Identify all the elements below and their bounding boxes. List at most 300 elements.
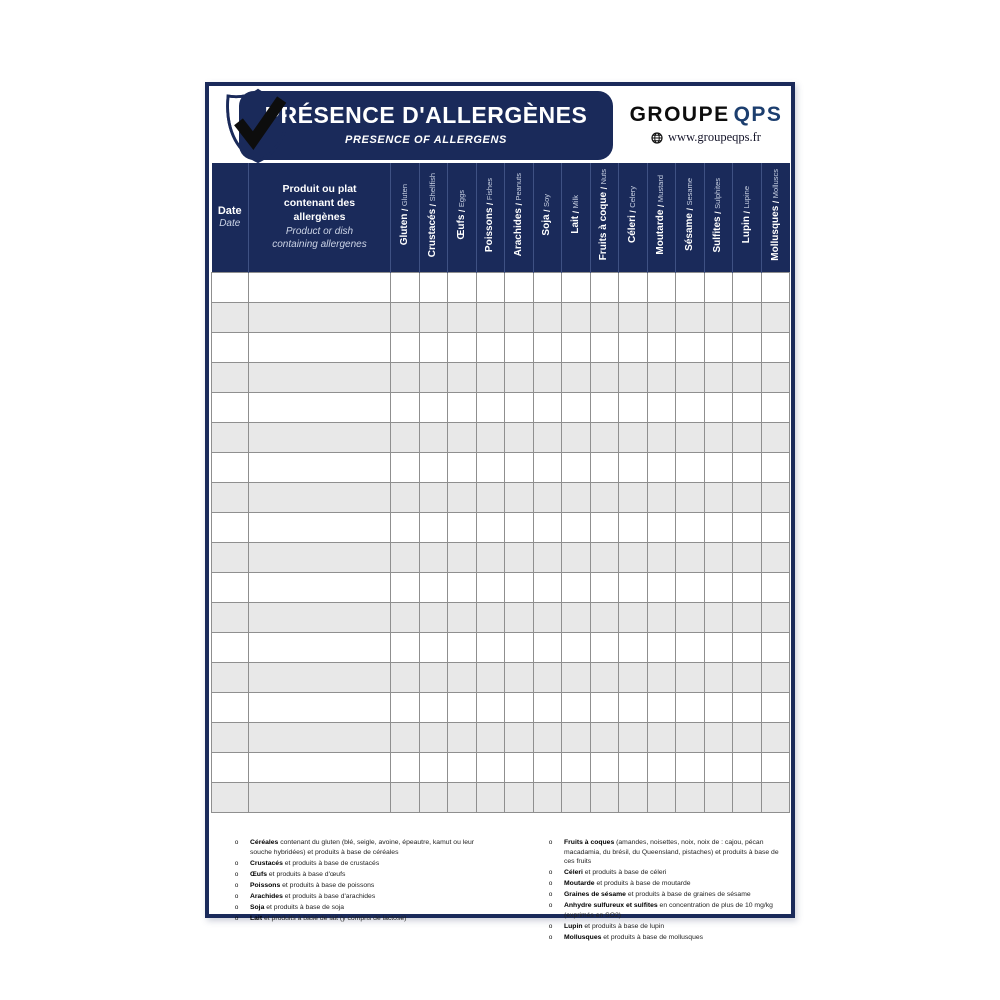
allergen-cell: [676, 782, 705, 812]
allergen-cell: [619, 722, 648, 752]
allergen-cell: [704, 542, 733, 572]
allergen-cell: [505, 482, 534, 512]
allergen-cell: [448, 362, 477, 392]
allergen-cell: [704, 632, 733, 662]
footnote-text: Moutarde et produits à base de moutarde: [564, 880, 691, 887]
empty-table-row: [212, 392, 790, 422]
footnote-bullet: o: [548, 891, 553, 898]
allergen-column-header: [533, 163, 562, 272]
footnote-item: [232, 903, 496, 913]
allergen-cell: [533, 362, 562, 392]
allergen-cell: [505, 452, 534, 482]
footnote-bullet: o: [234, 870, 239, 878]
allergen-column-header: [676, 163, 705, 272]
footnote-bullet: o: [548, 839, 553, 846]
allergen-cell: [647, 752, 676, 782]
footnote-text: Anhydre sulfureux et sulfites en concentration de plus de 10 mg/kg (exprimés en SO2): [564, 902, 773, 919]
allergen-cell: [505, 512, 534, 542]
allergen-cell: [676, 302, 705, 332]
brand-block: [624, 103, 788, 145]
allergen-cell: [647, 632, 676, 662]
allergen-cell: [448, 632, 477, 662]
date-header-en: Date: [219, 218, 241, 230]
allergen-cell: [590, 512, 619, 542]
footnote-item: [232, 914, 496, 924]
allergen-cell: [391, 332, 420, 362]
allergen-cell: [562, 752, 591, 782]
page-title: PRÉSENCE D'ALLERGÈNES: [264, 102, 588, 128]
allergen-cell: [476, 722, 505, 752]
allergen-cell: [619, 302, 648, 332]
allergen-cell: [704, 362, 733, 392]
allergen-column-header: [562, 163, 591, 272]
allergen-cell: [590, 272, 619, 302]
allergen-cell: [533, 632, 562, 662]
allergen-cell: [704, 662, 733, 692]
allergen-cell: [676, 722, 705, 752]
allergen-cell: [448, 272, 477, 302]
allergen-cell: [562, 572, 591, 602]
allergen-cell: [590, 572, 619, 602]
allergen-cell: [733, 452, 762, 482]
allergen-cell: [391, 662, 420, 692]
allergen-cell: [676, 662, 705, 692]
allergen-cell: [533, 692, 562, 722]
allergen-cell: [590, 782, 619, 812]
allergen-cell: [562, 722, 591, 752]
allergen-cell: [647, 662, 676, 692]
allergen-cell: [476, 302, 505, 332]
footnote-item: [546, 901, 786, 920]
allergen-cell: [733, 302, 762, 332]
allergen-column-label: Lait / Milk: [569, 195, 581, 235]
product-cell: [249, 362, 391, 392]
table-header-row: [212, 163, 790, 272]
footnote-bullet: o: [234, 839, 239, 846]
allergen-cell: [647, 362, 676, 392]
allergen-cell: [704, 782, 733, 812]
allergen-cell: [419, 572, 448, 602]
allergen-cell: [533, 332, 562, 362]
date-header-fr: Date: [217, 205, 242, 218]
footnote-bullet: o: [234, 892, 239, 900]
allergen-cell: [761, 482, 790, 512]
allergen-cell: [619, 632, 648, 662]
allergen-cell: [619, 602, 648, 632]
brand-name: [624, 103, 788, 127]
footnote-item: [546, 868, 786, 878]
allergen-cell: [562, 602, 591, 632]
allergen-cell: [619, 452, 648, 482]
allergen-cell: [761, 542, 790, 572]
globe-icon: [651, 132, 663, 144]
date-cell: [212, 782, 249, 812]
footnotes-right-list: [546, 838, 786, 944]
allergen-cell: [448, 722, 477, 752]
allergen-cell: [419, 392, 448, 422]
empty-table-row: [212, 602, 790, 632]
allergen-cell: [761, 632, 790, 662]
date-cell: [212, 512, 249, 542]
allergen-cell: [761, 722, 790, 752]
allergen-cell: [619, 332, 648, 362]
allergen-cell: [619, 692, 648, 722]
empty-table-row: [212, 542, 790, 572]
date-cell: [212, 452, 249, 482]
allergen-cell: [419, 482, 448, 512]
allergen-cell: [761, 422, 790, 452]
allergen-column-header: [419, 163, 448, 272]
allergen-cell: [704, 602, 733, 632]
date-cell: [212, 632, 249, 662]
allergen-column-label: Soja / Soy: [541, 193, 553, 236]
footnote-item: [232, 892, 496, 902]
allergen-cell: [448, 782, 477, 812]
allergen-cell: [533, 482, 562, 512]
allergen-cell: [704, 692, 733, 722]
allergen-cell: [476, 602, 505, 632]
allergen-cell: [619, 392, 648, 422]
allergen-cell: [647, 572, 676, 602]
allergen-cell: [391, 602, 420, 632]
allergen-cell: [448, 452, 477, 482]
allergen-cell: [647, 392, 676, 422]
allergen-column-label: Œufs / Eggs: [455, 189, 467, 240]
allergen-cell: [733, 512, 762, 542]
footnote-item: [232, 859, 496, 869]
allergen-cell: [761, 752, 790, 782]
footnote-bullet: o: [234, 881, 239, 889]
footnote-item: [232, 870, 496, 880]
brand-name-qps: QPS: [733, 103, 783, 126]
brand-website-row: [624, 130, 788, 145]
allergen-cell: [704, 722, 733, 752]
allergen-cell: [419, 602, 448, 632]
allergen-cell: [505, 722, 534, 752]
allergen-cell: [761, 602, 790, 632]
allergen-cell: [590, 392, 619, 422]
product-cell: [249, 512, 391, 542]
allergen-cell: [676, 602, 705, 632]
empty-table-row: [212, 452, 790, 482]
footnote-item: [546, 879, 786, 889]
title-banner: [239, 91, 613, 160]
allergen-cell: [647, 272, 676, 302]
empty-table-row: [212, 272, 790, 302]
allergen-cell: [391, 752, 420, 782]
allergen-cell: [590, 722, 619, 752]
allergen-cell: [391, 272, 420, 302]
allergen-cell: [676, 752, 705, 782]
allergen-cell: [733, 362, 762, 392]
allergen-cell: [761, 662, 790, 692]
footnote-text: Céréales contenant du gluten (blé, seigle, avoine, épeautre, kamut ou leur souche hybridées) et produits à base de céréales: [250, 839, 475, 856]
product-cell: [249, 602, 391, 632]
allergen-cell: [647, 722, 676, 752]
allergen-cell: [419, 692, 448, 722]
allergen-cell: [647, 482, 676, 512]
allergen-cell: [562, 692, 591, 722]
date-cell: [212, 482, 249, 512]
product-cell: [249, 752, 391, 782]
allergen-cell: [619, 422, 648, 452]
empty-table-row: [212, 362, 790, 392]
allergen-cell: [590, 602, 619, 632]
allergen-cell: [590, 542, 619, 572]
allergen-column-header: [619, 163, 648, 272]
allergen-cell: [533, 512, 562, 542]
footnote-item: [546, 890, 786, 900]
allergen-cell: [647, 302, 676, 332]
allergen-cell: [647, 602, 676, 632]
empty-table-row: [212, 572, 790, 602]
allergen-cell: [676, 632, 705, 662]
allergen-cell: [704, 512, 733, 542]
allergen-cell: [676, 512, 705, 542]
allergen-column-header: [505, 163, 534, 272]
footnote-bullet: o: [548, 902, 553, 909]
allergen-column-header: [733, 163, 762, 272]
allergen-cell: [419, 782, 448, 812]
product-cell: [249, 722, 391, 752]
allergen-cell: [619, 362, 648, 392]
allergen-cell: [590, 422, 619, 452]
allergen-cell: [733, 572, 762, 602]
allergen-column-label: Moutarde / Mustard: [655, 174, 667, 255]
date-cell: [212, 272, 249, 302]
allergen-cell: [562, 452, 591, 482]
allergen-cell: [391, 722, 420, 752]
product-cell: [249, 302, 391, 332]
allergen-cell: [619, 752, 648, 782]
allergen-cell: [733, 482, 762, 512]
allergen-cell: [391, 512, 420, 542]
allergen-cell: [761, 392, 790, 422]
footnote-bullet: o: [234, 859, 239, 867]
allergen-cell: [533, 722, 562, 752]
date-cell: [212, 422, 249, 452]
date-cell: [212, 692, 249, 722]
allergen-cell: [448, 332, 477, 362]
allergen-cell: [562, 422, 591, 452]
allergen-cell: [647, 512, 676, 542]
allergen-cell: [505, 662, 534, 692]
product-cell: [249, 392, 391, 422]
footnote-item: [232, 881, 496, 891]
empty-table-row: [212, 722, 790, 752]
allergen-cell: [676, 422, 705, 452]
table-body: [212, 272, 790, 812]
allergen-cell: [533, 782, 562, 812]
allergen-cell: [419, 752, 448, 782]
allergen-cell: [761, 782, 790, 812]
allergen-cell: [505, 422, 534, 452]
footnote-bullet: o: [548, 922, 553, 930]
allergen-cell: [562, 362, 591, 392]
empty-table-row: [212, 782, 790, 812]
allergen-cell: [448, 392, 477, 422]
allergen-cell: [391, 632, 420, 662]
allergen-cell: [647, 542, 676, 572]
allergen-cell: [505, 392, 534, 422]
date-cell: [212, 602, 249, 632]
allergen-cell: [761, 572, 790, 602]
allergen-cell: [562, 482, 591, 512]
footnotes-section: [209, 838, 791, 944]
allergen-cell: [419, 512, 448, 542]
allergen-cell: [533, 272, 562, 302]
allergen-cell: [619, 512, 648, 542]
date-cell: [212, 332, 249, 362]
allergen-cell: [476, 542, 505, 572]
allergen-cell: [590, 452, 619, 482]
page-subtitle: PRESENCE OF ALLERGENS: [345, 134, 507, 146]
allergen-column-label: Céleri / Celery: [626, 186, 638, 244]
allergen-cell: [391, 782, 420, 812]
allergen-cell: [391, 302, 420, 332]
allergen-cell: [533, 452, 562, 482]
empty-table-row: [212, 482, 790, 512]
allergen-cell: [761, 362, 790, 392]
footnote-text: Lait et produits à base de lait (y compris de lactose): [250, 914, 407, 922]
allergen-column-label: Lupin / Lupine: [740, 186, 752, 244]
allergen-cell: [761, 272, 790, 302]
allergen-cell: [419, 452, 448, 482]
allergen-cell: [476, 422, 505, 452]
product-cell: [249, 272, 391, 302]
brand-website-url: www.groupeqps.fr: [668, 130, 761, 144]
date-cell: [212, 752, 249, 782]
allergen-cell: [505, 692, 534, 722]
product-header-fr: Produit ou plat contenant des allergènes: [282, 183, 357, 223]
allergen-cell: [562, 332, 591, 362]
date-cell: [212, 362, 249, 392]
allergen-cell: [590, 662, 619, 692]
allergen-cell: [448, 512, 477, 542]
allergen-cell: [562, 392, 591, 422]
allergen-column-header: [761, 163, 790, 272]
allergen-cell: [419, 422, 448, 452]
empty-table-row: [212, 332, 790, 362]
allergen-cell: [476, 482, 505, 512]
allergen-cell: [391, 452, 420, 482]
allergen-column-label: Crustacés / Shellfish: [427, 172, 439, 257]
empty-table-row: [212, 302, 790, 332]
allergen-cell: [676, 542, 705, 572]
allergen-cell: [448, 302, 477, 332]
date-cell: [212, 572, 249, 602]
allergen-cell: [676, 272, 705, 302]
allergen-cell: [704, 272, 733, 302]
allergen-column-header: [391, 163, 420, 272]
footnote-item: [546, 922, 786, 932]
allergen-cell: [505, 602, 534, 632]
allergen-cell: [448, 572, 477, 602]
allergen-cell: [419, 662, 448, 692]
allergen-cell: [391, 692, 420, 722]
allergen-cell: [448, 422, 477, 452]
allergen-cell: [676, 692, 705, 722]
allergen-cell: [704, 332, 733, 362]
allergen-cell: [590, 362, 619, 392]
allergen-cell: [562, 632, 591, 662]
footnotes-left-list: [232, 838, 496, 944]
footnote-text: Mollusques et produits à base de mollusques: [564, 933, 704, 941]
allergen-cell: [733, 332, 762, 362]
allergen-cell: [533, 572, 562, 602]
allergen-cell: [533, 392, 562, 422]
allergen-cell: [476, 452, 505, 482]
allergen-cell: [562, 782, 591, 812]
allergen-cell: [647, 452, 676, 482]
allergen-cell: [533, 302, 562, 332]
allergen-cell: [476, 692, 505, 722]
allergen-cell: [676, 362, 705, 392]
product-cell: [249, 422, 391, 452]
allergen-cell: [419, 362, 448, 392]
allergen-cell: [448, 542, 477, 572]
allergen-cell: [448, 662, 477, 692]
allergen-cell: [419, 632, 448, 662]
footnote-text: Soja et produits à base de soja: [250, 903, 345, 911]
allergen-cell: [476, 782, 505, 812]
allergen-cell: [590, 302, 619, 332]
allergen-cell: [391, 542, 420, 572]
allergen-cell: [505, 362, 534, 392]
allergen-cell: [391, 422, 420, 452]
allergen-cell: [704, 572, 733, 602]
product-cell: [249, 452, 391, 482]
allergen-cell: [733, 272, 762, 302]
allergen-cell: [704, 302, 733, 332]
footnote-bullet: o: [548, 869, 553, 876]
date-cell: [212, 392, 249, 422]
footnote-item: [546, 838, 786, 867]
empty-table-row: [212, 752, 790, 782]
product-cell: [249, 332, 391, 362]
allergen-cell: [761, 512, 790, 542]
allergen-column-header: [704, 163, 733, 272]
allergen-cell: [533, 422, 562, 452]
allergen-cell: [647, 692, 676, 722]
footnote-item: [546, 933, 786, 943]
allergen-cell: [562, 302, 591, 332]
product-cell: [249, 572, 391, 602]
empty-table-row: [212, 512, 790, 542]
brand-name-groupe: GROUPE: [629, 103, 730, 126]
allergen-cell: [619, 662, 648, 692]
product-cell: [249, 662, 391, 692]
allergen-cell: [619, 572, 648, 602]
shield-checkmark-icon: [222, 87, 294, 165]
allergen-cell: [448, 602, 477, 632]
allergen-cell: [704, 752, 733, 782]
allergen-cell: [761, 302, 790, 332]
allergen-cell: [647, 782, 676, 812]
allergen-cell: [505, 632, 534, 662]
product-cell: [249, 782, 391, 812]
allergen-cell: [476, 272, 505, 302]
allergen-cell: [590, 632, 619, 662]
allergen-cell: [733, 632, 762, 662]
allergen-cell: [476, 362, 505, 392]
allergen-cell: [676, 332, 705, 362]
allergen-cell: [590, 482, 619, 512]
allergen-cell: [391, 362, 420, 392]
empty-table-row: [212, 422, 790, 452]
allergen-column-header: [590, 163, 619, 272]
product-cell: [249, 692, 391, 722]
